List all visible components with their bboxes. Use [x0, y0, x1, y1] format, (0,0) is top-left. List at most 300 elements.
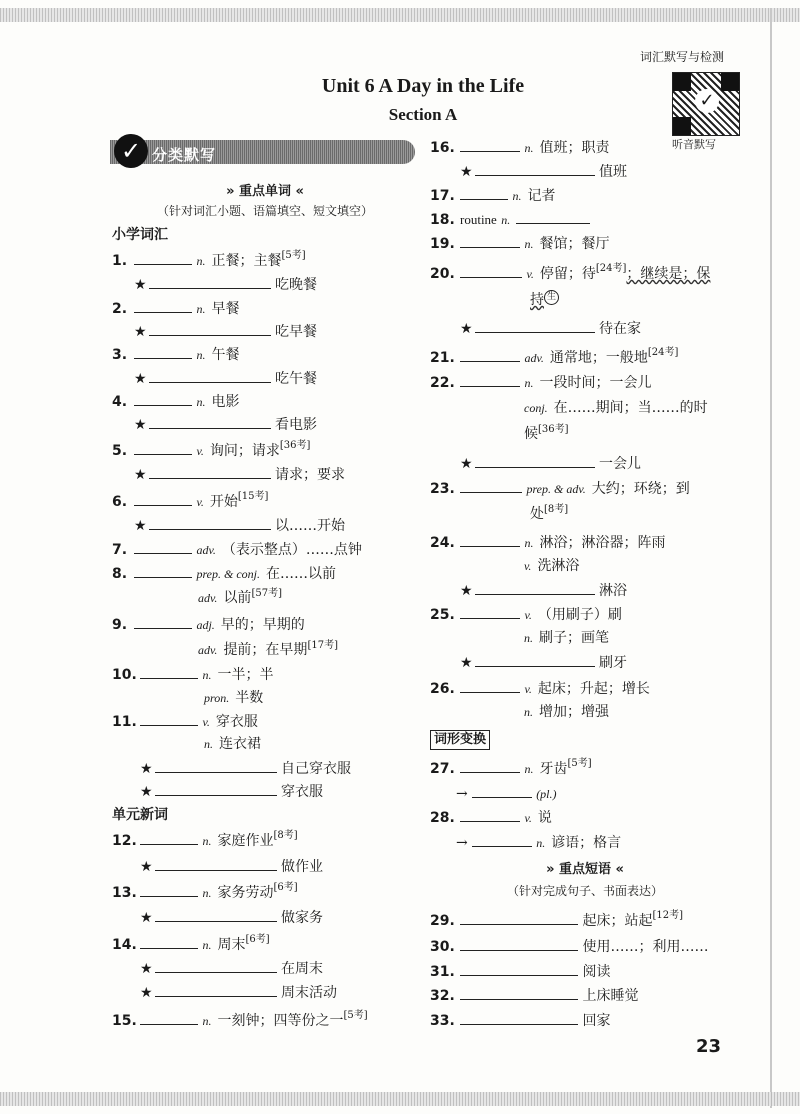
- part-of-speech: v.: [524, 682, 532, 696]
- qr-caption: 听音默写: [672, 138, 716, 151]
- page-number: 23: [696, 1036, 722, 1057]
- vocab-item-23: [430, 478, 690, 499]
- answer-blank[interactable]: [472, 783, 532, 798]
- word-forms-tag: 词形变换: [430, 730, 490, 750]
- meaning: 一刻钟；四等份之一: [217, 1013, 344, 1029]
- star-phrase-16: [460, 161, 627, 182]
- exam-count: [24考]: [647, 347, 679, 358]
- part-of-speech: n.: [524, 631, 533, 645]
- meaning: 淋浴: [599, 583, 628, 599]
- item-number: 20.: [430, 266, 455, 282]
- answer-blank[interactable]: [149, 321, 271, 336]
- item-number: 30.: [430, 939, 455, 955]
- part-of-speech: n.: [536, 836, 546, 850]
- star-phrase-3: [134, 368, 317, 389]
- vocab-item-3: [112, 344, 239, 365]
- answer-blank[interactable]: [460, 532, 520, 547]
- star-phrase-2: [134, 321, 317, 342]
- meaning: 早餐: [211, 301, 240, 317]
- phrase-item-33: [430, 1010, 610, 1031]
- item-number: 11.: [112, 714, 137, 730]
- part-of-speech: v.: [524, 811, 532, 825]
- vocab-item-5: [112, 440, 310, 461]
- vocab-item-28-line2: [456, 832, 621, 853]
- word-forms-heading: [430, 729, 490, 750]
- part-of-speech: adv.: [198, 591, 218, 605]
- answer-blank[interactable]: [140, 830, 198, 845]
- item-number: 31.: [430, 964, 455, 980]
- part-of-speech: n.: [524, 762, 534, 776]
- part-of-speech: n.: [202, 886, 212, 900]
- page-title: Unit 6 A Day in the Life: [321, 75, 525, 97]
- bottom-border-band: [0, 1092, 800, 1106]
- meaning-continued: 候: [524, 426, 538, 442]
- answer-blank[interactable]: [140, 1010, 198, 1025]
- answer-blank[interactable]: [460, 936, 578, 951]
- meaning: 请求；要求: [275, 467, 346, 483]
- answer-blank[interactable]: [460, 758, 520, 773]
- vocab-item-19: [430, 233, 609, 254]
- unit-vocab-heading: 单元新词: [112, 807, 168, 823]
- meaning: 半数: [235, 690, 264, 706]
- star-phrase-12: [140, 856, 323, 877]
- meaning: 淋浴；淋浴器；阵雨: [539, 535, 666, 551]
- exam-count: [5考]: [281, 250, 306, 261]
- answer-blank[interactable]: [460, 807, 520, 822]
- meaning: 在……期间；当……的时: [553, 400, 708, 416]
- answer-blank[interactable]: [475, 453, 595, 468]
- vocab-item-12: [112, 830, 298, 851]
- banner-label: 分类默写: [152, 146, 217, 164]
- item-number: 21.: [430, 350, 455, 366]
- part-of-speech: n.: [524, 237, 534, 251]
- item-number: 14.: [112, 937, 137, 953]
- star-icon: ★: [140, 985, 153, 1001]
- star-phrase-22: [460, 453, 641, 474]
- phrase-item-32: [430, 985, 638, 1006]
- part-of-speech: n.: [196, 395, 206, 409]
- meaning: 家庭作业: [217, 833, 274, 849]
- star-icon: ★: [460, 164, 473, 180]
- meaning: 电影: [211, 394, 240, 410]
- part-of-speech: v.: [526, 267, 534, 281]
- header-label: 词汇默写与检测: [640, 50, 725, 64]
- answer-blank[interactable]: [149, 464, 271, 479]
- arrow-icon: →: [456, 835, 468, 851]
- answer-blank[interactable]: [475, 318, 595, 333]
- exam-count: [5考]: [343, 1010, 368, 1021]
- vocab-item-15: [112, 1010, 368, 1031]
- item-number: 22.: [430, 375, 455, 391]
- phrase-item-29: [430, 910, 683, 931]
- answer-blank[interactable]: [134, 491, 192, 506]
- meaning: 使用……；利用……: [582, 939, 709, 955]
- answer-blank[interactable]: [460, 347, 520, 362]
- meaning: 询问；请求: [209, 443, 280, 459]
- vocab-item-21: [430, 347, 678, 368]
- part-of-speech: n.: [196, 302, 206, 316]
- item-number: 12.: [112, 833, 137, 849]
- answer-blank[interactable]: [140, 664, 198, 679]
- part-of-speech: n.: [202, 1014, 212, 1028]
- meaning-continued: 处: [530, 506, 544, 522]
- vocab-item-18: [430, 209, 590, 230]
- item-number: 3.: [112, 347, 128, 363]
- exam-count: [24考]: [595, 263, 627, 274]
- answer-blank[interactable]: [460, 233, 520, 248]
- answer-blank[interactable]: [140, 882, 198, 897]
- meaning: 大约；环绕；到: [591, 481, 690, 497]
- primary-vocab-heading: 小学词汇: [112, 227, 168, 243]
- star-phrase-11b: [140, 781, 323, 802]
- part-of-speech: n.: [501, 213, 511, 227]
- part-of-speech: adv.: [524, 351, 544, 365]
- item-number: 18.: [430, 212, 455, 228]
- answer-blank[interactable]: [134, 614, 192, 629]
- star-icon: ★: [134, 277, 147, 293]
- vocab-item-9: [112, 614, 305, 635]
- meaning: （用刷子）刷: [537, 607, 622, 623]
- vocab-item-11-line2: [204, 734, 261, 754]
- star-icon: ★: [460, 583, 473, 599]
- vocab-item-2: [112, 298, 239, 319]
- meaning: 餐馆；餐厅: [539, 236, 610, 252]
- answer-blank[interactable]: [475, 161, 595, 176]
- vocab-item-4: [112, 391, 239, 412]
- checkmark-icon: ✓: [114, 134, 148, 168]
- answer-blank[interactable]: [149, 274, 271, 289]
- answer-blank[interactable]: [472, 832, 532, 847]
- star-phrase-14b: [140, 982, 337, 1003]
- part-of-speech: n.: [524, 536, 534, 550]
- answer-blank[interactable]: [460, 372, 520, 387]
- meaning: 穿衣服: [281, 784, 324, 800]
- part-of-speech: n.: [524, 141, 534, 155]
- part-of-speech: pron.: [204, 691, 230, 705]
- section-title: Section A: [388, 105, 458, 124]
- vocab-item-25: [430, 604, 622, 625]
- answer-blank[interactable]: [516, 209, 590, 224]
- answer-blank[interactable]: [134, 440, 192, 455]
- meaning: 连衣裙: [219, 736, 261, 752]
- plural-label: (pl.): [536, 787, 557, 801]
- meaning: 洗淋浴: [537, 558, 580, 574]
- star-icon: ★: [140, 761, 153, 777]
- part-of-speech: v.: [524, 608, 532, 622]
- answer-blank[interactable]: [475, 580, 595, 595]
- part-of-speech: v.: [524, 559, 532, 573]
- answer-blank[interactable]: [460, 910, 578, 925]
- answer-blank[interactable]: [134, 563, 192, 578]
- star-icon: ★: [140, 784, 153, 800]
- part-of-speech: n.: [202, 834, 212, 848]
- vocab-item-24: [430, 532, 665, 553]
- vocab-item-20: [430, 263, 710, 284]
- answer-blank[interactable]: [149, 515, 271, 530]
- exam-count: [8考]: [544, 504, 569, 515]
- vocab-item-13: [112, 882, 298, 903]
- part-of-speech: adv.: [196, 543, 216, 557]
- part-of-speech: prep. & conj.: [196, 567, 260, 581]
- meaning: 一会儿: [599, 456, 642, 472]
- answer-blank[interactable]: [149, 414, 271, 429]
- meaning: 值班: [599, 164, 628, 180]
- meaning: 穿衣服: [215, 714, 258, 730]
- meaning: 说: [537, 810, 552, 826]
- meaning: （表示整点）……点钟: [221, 542, 362, 558]
- answer-blank[interactable]: [134, 391, 192, 406]
- vocab-item-8: [112, 563, 336, 584]
- part-of-speech: conj.: [524, 401, 548, 415]
- item-number: 26.: [430, 681, 455, 697]
- meaning: 记者: [527, 188, 556, 204]
- vocab-item-10: [112, 664, 273, 685]
- item-number: 23.: [430, 481, 455, 497]
- item-number: 24.: [430, 535, 455, 551]
- item-number: 10.: [112, 667, 137, 683]
- item-number: 9.: [112, 617, 128, 633]
- item-number: 6.: [112, 494, 128, 510]
- meaning: 正餐；主餐: [211, 253, 282, 269]
- vocab-item-16: [430, 137, 609, 158]
- meaning: 一半；半: [217, 667, 274, 683]
- vocab-item-1: [112, 250, 306, 271]
- answer-blank[interactable]: [460, 478, 522, 493]
- exam-count: [6考]: [273, 882, 298, 893]
- answer-blank[interactable]: [134, 298, 192, 313]
- meaning: 值班；职责: [539, 140, 610, 156]
- item-number: 13.: [112, 885, 137, 901]
- phrase-section-note: （针对完成句子、书面表达）: [506, 884, 663, 898]
- part-of-speech: n.: [512, 189, 522, 203]
- qr-code[interactable]: [672, 72, 740, 136]
- vocab-item-22-line2: [524, 398, 708, 418]
- meaning: 早的；早期的: [220, 617, 305, 633]
- meaning: 午餐: [211, 347, 240, 363]
- star-phrase-14a: [140, 958, 323, 979]
- exam-count: [15考]: [237, 491, 269, 502]
- vocab-item-17: [430, 185, 555, 206]
- meaning: 自己穿衣服: [281, 761, 352, 777]
- phrase-section-title: » 重点短语 «: [546, 862, 624, 877]
- meaning: 在……以前: [266, 566, 336, 582]
- given-word: routine: [460, 212, 497, 227]
- item-number: 29.: [430, 913, 455, 929]
- star-phrase-1: [134, 274, 317, 295]
- part-of-speech: adv.: [198, 643, 218, 657]
- right-margin-rule: [770, 8, 772, 1108]
- item-number: 5.: [112, 443, 128, 459]
- vocab-item-24-line2: [524, 556, 579, 576]
- star-phrase-4: [134, 414, 317, 435]
- item-number: 15.: [112, 1013, 137, 1029]
- vocab-section-title: » 重点单词 «: [226, 184, 304, 199]
- part-of-speech: adj.: [196, 618, 215, 632]
- answer-blank[interactable]: [460, 185, 508, 200]
- meaning: 提前；在早期: [223, 642, 308, 658]
- meaning: 以……开始: [275, 518, 346, 534]
- item-number: 7.: [112, 542, 128, 558]
- answer-blank[interactable]: [155, 958, 277, 973]
- star-icon: ★: [134, 467, 147, 483]
- meaning: 谚语；格言: [551, 835, 622, 851]
- vocab-item-26: [430, 678, 650, 699]
- item-number: 17.: [430, 188, 455, 204]
- vocab-item-7: [112, 539, 362, 560]
- vocab-item-11: [112, 711, 258, 732]
- meaning: 上床睡觉: [582, 988, 639, 1004]
- exam-count: [36考]: [538, 424, 569, 435]
- star-phrase-20: [460, 318, 641, 339]
- meaning: 在周末: [281, 961, 324, 977]
- exam-count: [5考]: [567, 758, 592, 769]
- exam-count: [12考]: [652, 910, 683, 921]
- exam-count: [17考]: [307, 640, 338, 651]
- answer-blank[interactable]: [155, 781, 277, 796]
- meaning: 通常地；一般地: [549, 350, 648, 366]
- meaning: 看电影: [275, 417, 318, 433]
- answer-blank[interactable]: [460, 263, 522, 278]
- exam-count: [57考]: [251, 588, 282, 599]
- answer-blank[interactable]: [155, 758, 277, 773]
- star-phrase-24: [460, 580, 627, 601]
- meaning: 吃晚餐: [275, 277, 318, 293]
- meaning: 周末: [217, 937, 246, 953]
- star-phrase-25: [460, 652, 627, 673]
- vocab-item-25-line2: [524, 628, 609, 648]
- vocab-item-6: [112, 491, 268, 512]
- item-number: 1.: [112, 253, 128, 269]
- part-of-speech: n.: [524, 376, 534, 390]
- answer-blank[interactable]: [134, 344, 192, 359]
- item-number: 28.: [430, 810, 455, 826]
- meaning: 刷牙: [599, 655, 628, 671]
- part-of-speech: n.: [196, 254, 206, 268]
- answer-blank[interactable]: [155, 856, 277, 871]
- meaning: 吃早餐: [275, 324, 318, 340]
- meaning: 停留；待: [539, 266, 596, 282]
- vocab-item-14: [112, 934, 270, 955]
- star-phrase-6: [134, 515, 345, 536]
- meaning: 家务劳动: [217, 885, 274, 901]
- answer-blank[interactable]: [460, 961, 578, 976]
- meaning-continued: 持: [530, 292, 544, 308]
- item-number: 33.: [430, 1013, 455, 1029]
- answer-blank[interactable]: [460, 137, 520, 152]
- meaning: 增加；增强: [539, 704, 609, 720]
- meaning: 做作业: [281, 859, 324, 875]
- meaning: 刷子；画笔: [539, 630, 609, 646]
- answer-blank[interactable]: [134, 250, 192, 265]
- star-icon: ★: [460, 321, 473, 337]
- star-icon: ★: [140, 859, 153, 875]
- answer-blank[interactable]: [460, 1010, 578, 1025]
- star-phrase-5: [134, 464, 345, 485]
- exam-count: [8考]: [273, 830, 298, 841]
- part-of-speech: n.: [202, 938, 212, 952]
- meaning: 起床；升起；增长: [537, 681, 650, 697]
- star-icon: ★: [140, 910, 153, 926]
- vocab-item-8-line2: [198, 588, 282, 608]
- answer-blank[interactable]: [149, 368, 271, 383]
- meaning: 牙齿: [539, 761, 568, 777]
- meaning: 周末活动: [281, 985, 338, 1001]
- meaning: 一段时间；一会儿: [539, 375, 652, 391]
- answer-blank[interactable]: [460, 604, 520, 619]
- star-icon: ★: [134, 417, 147, 433]
- meaning: 吃午餐: [275, 371, 318, 387]
- phrase-item-30: [430, 936, 708, 957]
- star-phrase-13: [140, 907, 323, 928]
- item-number: 16.: [430, 140, 455, 156]
- vocab-item-22-line3: [524, 424, 569, 444]
- star-icon: ★: [134, 324, 147, 340]
- meaning: 开始: [209, 494, 238, 510]
- check-icon: ✓: [695, 89, 719, 113]
- answer-blank[interactable]: [140, 711, 198, 726]
- star-icon: ★: [140, 961, 153, 977]
- item-number: 8.: [112, 566, 128, 582]
- part-of-speech: n.: [524, 705, 533, 719]
- answer-blank[interactable]: [134, 539, 192, 554]
- item-number: 32.: [430, 988, 455, 1004]
- vocab-item-20-line2: [530, 290, 559, 310]
- meaning: 待在家: [599, 321, 642, 337]
- top-border-band: [0, 8, 800, 22]
- meaning: 回家: [582, 1013, 611, 1029]
- arrow-icon: →: [456, 786, 468, 802]
- meaning-extra: ；继续是；保: [626, 266, 711, 282]
- star-icon: ★: [460, 655, 473, 671]
- vocab-section-note: （针对词汇小题、语篇填空、短文填空）: [156, 204, 373, 218]
- part-of-speech: v.: [196, 495, 204, 509]
- part-of-speech: v.: [202, 715, 210, 729]
- item-number: 2.: [112, 301, 128, 317]
- circled-mark: 生: [544, 290, 559, 305]
- star-icon: ★: [460, 456, 473, 472]
- vocab-item-28: [430, 807, 552, 828]
- star-phrase-11a: [140, 758, 351, 779]
- vocab-item-9-line2: [198, 640, 338, 660]
- answer-blank[interactable]: [460, 678, 520, 693]
- part-of-speech: n.: [196, 348, 206, 362]
- star-icon: ★: [134, 518, 147, 534]
- meaning: 做家务: [281, 910, 324, 926]
- meaning: 阅读: [582, 964, 611, 980]
- item-number: 4.: [112, 394, 128, 410]
- meaning: 起床；站起: [582, 913, 653, 929]
- item-number: 19.: [430, 236, 455, 252]
- exam-count: [6考]: [245, 934, 270, 945]
- vocab-item-23-line2: [530, 504, 568, 524]
- answer-blank[interactable]: [140, 934, 198, 949]
- answer-blank[interactable]: [475, 652, 595, 667]
- phrase-item-31: [430, 961, 610, 982]
- item-number: 27.: [430, 761, 455, 777]
- vocab-item-27-line2: [456, 783, 563, 804]
- part-of-speech: n.: [202, 668, 212, 682]
- star-icon: ★: [134, 371, 147, 387]
- part-of-speech: prep. & adv.: [526, 482, 586, 496]
- meaning: 以前: [223, 590, 252, 606]
- answer-blank[interactable]: [155, 907, 277, 922]
- vocab-item-10-line2: [204, 688, 263, 708]
- vocab-item-22: [430, 372, 651, 393]
- exam-count: [36考]: [279, 440, 311, 451]
- answer-blank[interactable]: [155, 982, 277, 997]
- answer-blank[interactable]: [460, 985, 578, 1000]
- part-of-speech: n.: [204, 737, 213, 751]
